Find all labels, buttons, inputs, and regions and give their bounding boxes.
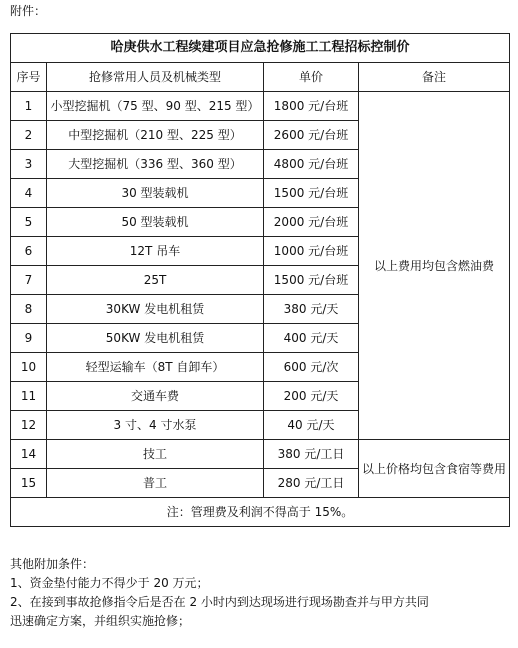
row-no: 5 (11, 208, 47, 237)
row-type: 30KW 发电机租赁 (47, 295, 264, 324)
row-price: 1500 元/台班 (264, 179, 359, 208)
header-no: 序号 (11, 63, 47, 92)
table-title: 哈庚供水工程续建项目应急抢修施工工程招标控制价 (11, 34, 510, 63)
row-type: 小型挖掘机（75 型、90 型、215 型） (47, 92, 264, 121)
row-price: 2000 元/台班 (264, 208, 359, 237)
row-type: 普工 (47, 469, 264, 498)
row-price: 380 元/工日 (264, 440, 359, 469)
remark-fuel: 以上费用均包含燃油费 (359, 92, 510, 440)
table-row (11, 92, 510, 121)
attachment-label: 附件： (10, 4, 47, 18)
row-no: 7 (11, 266, 47, 295)
row-type: 技工 (47, 440, 264, 469)
row-no: 9 (11, 324, 47, 353)
row-price: 40 元/天 (264, 411, 359, 440)
row-no: 2 (11, 121, 47, 150)
row-price: 1800 元/台班 (264, 92, 359, 121)
row-type: 30 型装载机 (47, 179, 264, 208)
row-no: 1 (11, 92, 47, 121)
row-type: 12T 吊车 (47, 237, 264, 266)
row-no: 12 (11, 411, 47, 440)
row-type: 50 型装载机 (47, 208, 264, 237)
header-price: 单价 (264, 63, 359, 92)
row-price: 600 元/次 (264, 353, 359, 382)
row-no: 6 (11, 237, 47, 266)
condition-item: 1、资金垫付能力不得少于 20 万元； (10, 576, 209, 590)
row-type: 3 寸、4 寸水泵 (47, 411, 264, 440)
additional-conditions (10, 555, 510, 631)
row-no: 4 (11, 179, 47, 208)
row-type: 中型挖掘机（210 型、225 型） (47, 121, 264, 150)
row-type: 50KW 发电机租赁 (47, 324, 264, 353)
row-no: 15 (11, 469, 47, 498)
row-no: 3 (11, 150, 47, 179)
row-no: 8 (11, 295, 47, 324)
row-price: 400 元/天 (264, 324, 359, 353)
header-remark: 备注 (359, 63, 510, 92)
conditions-heading: 其他附加条件： (10, 557, 95, 571)
row-price: 1000 元/台班 (264, 237, 359, 266)
row-price: 4800 元/台班 (264, 150, 359, 179)
row-price: 2600 元/台班 (264, 121, 359, 150)
condition-item: 迅速确定方案，并组织实施抢修； (10, 614, 191, 628)
condition-item: 2、在接到事故抢修指令后是否在 2 小时内到达现场进行现场勘查并与甲方共同 (10, 595, 429, 609)
price-table (10, 33, 510, 527)
row-no: 11 (11, 382, 47, 411)
row-price: 280 元/工日 (264, 469, 359, 498)
row-type: 轻型运输车（8T 自卸车） (47, 353, 264, 382)
table-note: 注：管理费及利润不得高于 15%。 (11, 498, 510, 527)
row-price: 1500 元/台班 (264, 266, 359, 295)
remark-lodging: 以上价格均包含食宿等费用 (359, 440, 510, 498)
table-row (11, 440, 510, 469)
row-no: 14 (11, 440, 47, 469)
header-type: 抢修常用人员及机械类型 (47, 63, 264, 92)
row-type: 25T (47, 266, 264, 295)
row-no: 10 (11, 353, 47, 382)
row-type: 大型挖掘机（336 型、360 型） (47, 150, 264, 179)
row-price: 380 元/天 (264, 295, 359, 324)
row-price: 200 元/天 (264, 382, 359, 411)
row-type: 交通车费 (47, 382, 264, 411)
